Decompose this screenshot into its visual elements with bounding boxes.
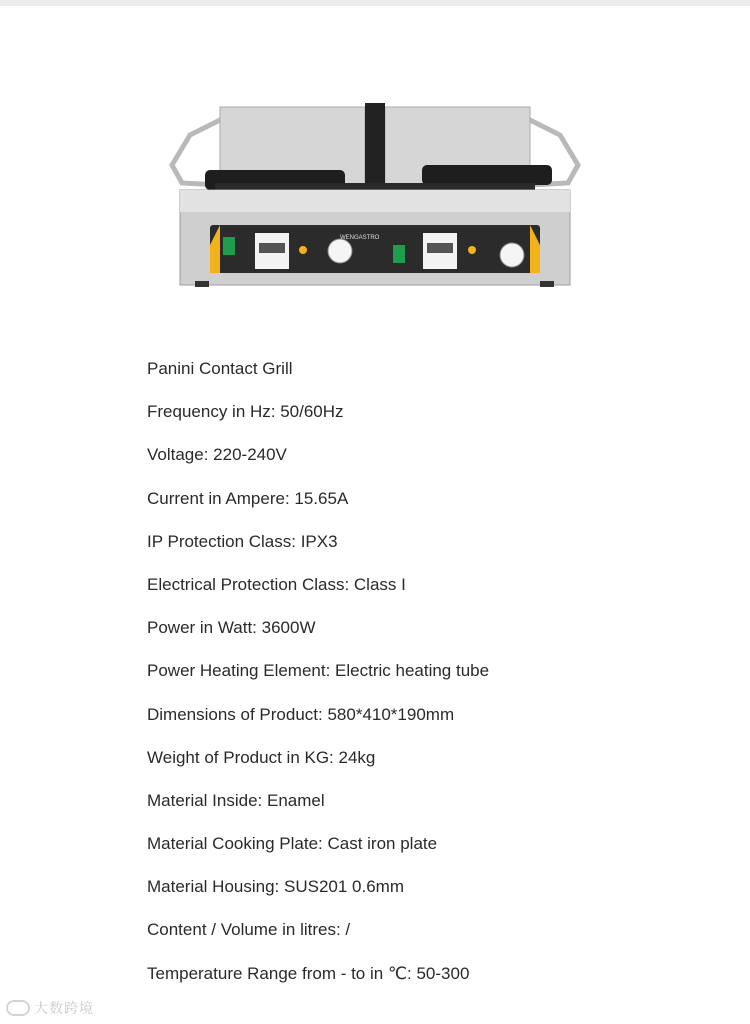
watermark-text: 大数跨境 [34, 1000, 94, 1016]
spec-heating-element: Power Heating Element: Electric heating tube [147, 661, 490, 681]
spec-weight: Weight of Product in KG: 24kg [147, 747, 376, 767]
spec-title: Panini Contact Grill [147, 359, 293, 378]
right-grip [422, 165, 552, 185]
brand-label: WENGASTRO [340, 235, 380, 241]
spec-cooking-plate: Material Cooking Plate: Cast iron plate [147, 834, 438, 854]
right-power-switch [393, 245, 405, 263]
spec-material-inside: Material Inside: Enamel [147, 790, 325, 810]
left-heat-light [299, 246, 307, 254]
spec-list [147, 357, 707, 1005]
watermark-logo-icon [6, 1000, 30, 1016]
spec-power: Power in Watt: 3600W [147, 618, 316, 638]
top-strip [0, 0, 750, 6]
spec-housing: Material Housing: SUS201 0.6mm [147, 877, 405, 897]
left-foot [195, 281, 209, 287]
spec-volume: Content / Volume in litres: / [147, 920, 351, 940]
center-hinge [365, 103, 385, 183]
left-knob [328, 239, 352, 263]
spec-voltage: Voltage: 220-240V [147, 445, 287, 465]
spec-ip-class: IP Protection Class: IPX3 [147, 531, 338, 551]
spec-frequency: Frequency in Hz: 50/60Hz [147, 402, 344, 422]
left-power-switch [223, 237, 235, 255]
right-heat-light [468, 246, 476, 254]
base-top-trim [180, 190, 570, 212]
right-foot [540, 281, 554, 287]
watermark [6, 998, 94, 1018]
spec-current: Current in Ampere: 15.65A [147, 488, 349, 508]
right-knob [500, 243, 524, 267]
spec-dimensions: Dimensions of Product: 580*410*190mm [147, 704, 455, 724]
spec-electrical-class: Electrical Protection Class: Class I [147, 574, 406, 594]
spec-temperature-range: Temperature Range from - to in ℃: 50-300 [147, 963, 470, 983]
product-image [160, 95, 590, 295]
